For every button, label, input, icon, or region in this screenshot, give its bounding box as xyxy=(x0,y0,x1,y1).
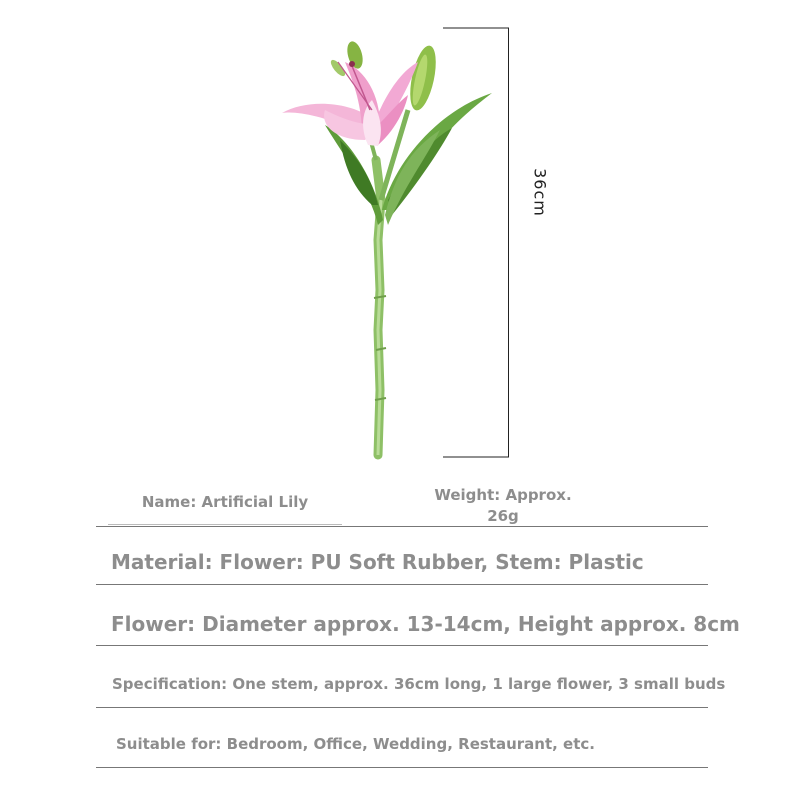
spec-name: Name: Artificial Lily xyxy=(141,493,309,511)
spec-weight xyxy=(413,485,593,527)
height-dimension-label: 36cm xyxy=(530,168,550,217)
spec-material: Material: Flower: PU Soft Rubber, Stem: Plastic xyxy=(111,550,644,574)
divider-3 xyxy=(96,645,708,646)
spec-weight-line1: Weight: Approx. xyxy=(434,486,572,504)
divider-1 xyxy=(96,526,708,527)
divider-2 xyxy=(96,584,708,585)
divider-4 xyxy=(96,707,708,708)
spec-suitable-for: Suitable for: Bedroom, Office, Wedding, Restaurant, etc. xyxy=(116,735,595,753)
name-underline xyxy=(108,524,342,525)
spec-specification: Specification: One stem, approx. 36cm long, 1 large flower, 3 small buds xyxy=(112,675,726,693)
spec-weight-line2: 26g xyxy=(487,507,519,525)
lily-stem xyxy=(365,110,408,455)
lily-flower xyxy=(282,61,418,146)
spec-flower: Flower: Diameter approx. 13-14cm, Height approx. 8cm xyxy=(111,612,740,636)
divider-5 xyxy=(96,767,708,768)
height-dimension-line xyxy=(443,28,509,457)
